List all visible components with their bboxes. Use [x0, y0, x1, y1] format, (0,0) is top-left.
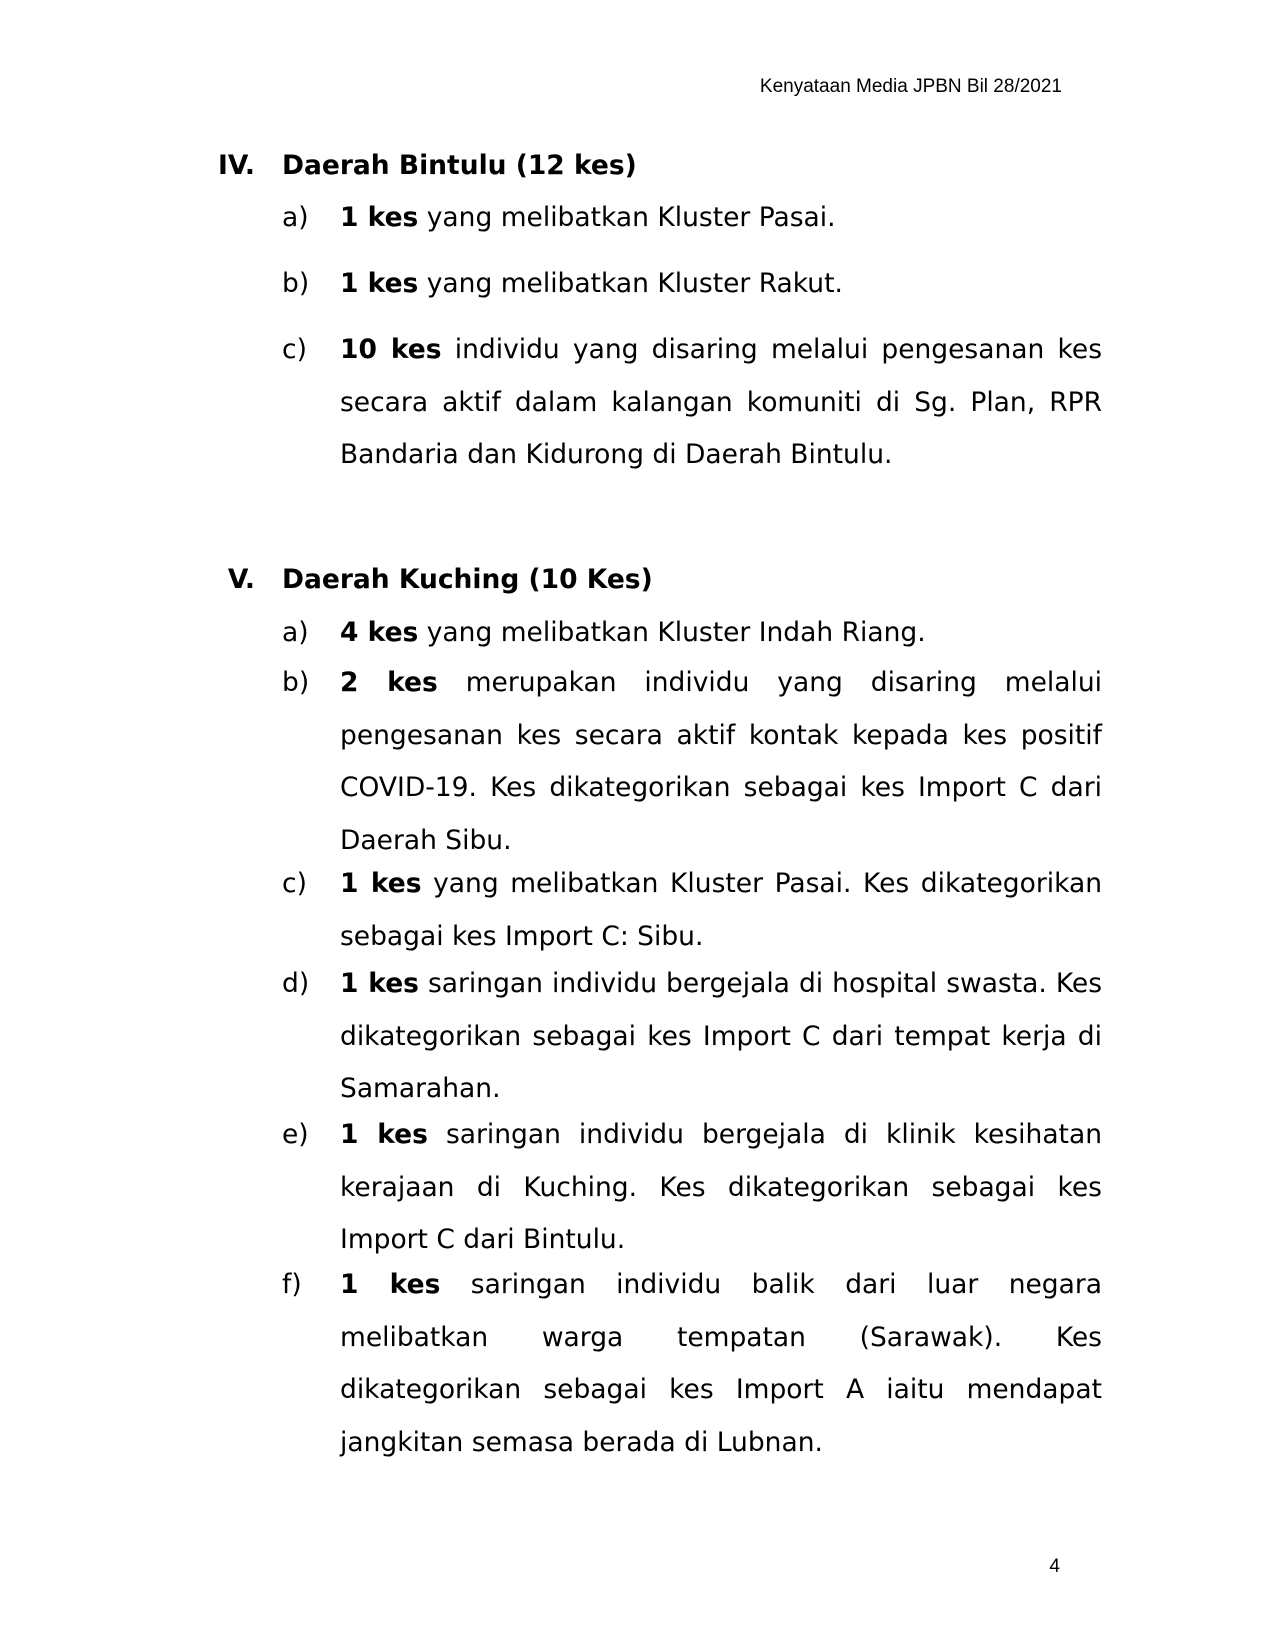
- case-count: 1 kes: [340, 268, 419, 299]
- case-count: 1 kes: [340, 968, 419, 999]
- list-item-text: 1 kes yang melibatkan Kluster Pasai.: [340, 202, 836, 233]
- list-item: [282, 1109, 1102, 1267]
- list-item: [282, 858, 1102, 963]
- case-count: 1 kes: [340, 1119, 428, 1150]
- list-item-text: 1 kes yang melibatkan Kluster Pasai. Kes dikategorikan sebagai kes Import C: Sibu.: [340, 868, 1102, 952]
- list-item-text: 1 kes saringan individu bergejala di hospital swasta. Kes dikategorikan sebagai kes Import C dari tempat kerja di Samarahan.: [340, 968, 1102, 1104]
- list-item: [282, 958, 1102, 1116]
- list-item-letter: c): [282, 868, 307, 899]
- list-item-letter: a): [282, 202, 309, 233]
- list-item-text: 10 kes individu yang disaring melalui pengesanan kes secara aktif dalam kalangan komuniti di Sg. Plan, RPR Bandaria dan Kidurong di Daerah Bintulu.: [340, 334, 1102, 470]
- list-item: [282, 192, 1102, 245]
- section-title: Daerah Bintulu (12 kes): [282, 150, 637, 181]
- list-item: [282, 607, 1102, 660]
- section-heading-iv: [0, 150, 1275, 190]
- list-item-letter: b): [282, 268, 310, 299]
- case-count: 2 kes: [340, 667, 438, 698]
- section-numeral: IV.: [217, 150, 255, 181]
- list-item-letter: f): [282, 1269, 302, 1300]
- list-item-text: 2 kes merupakan individu yang disaring melalui pengesanan kes secara aktif kontak kepada kes positif COVID-19. Kes dikategorikan sebagai kes Import C dari Daerah Sibu.: [340, 667, 1102, 856]
- page-number: 4: [1049, 1556, 1060, 1577]
- list-item-letter: b): [282, 667, 310, 698]
- list-item-letter: a): [282, 617, 309, 648]
- case-count: 4 kes: [340, 617, 419, 648]
- list-item: [282, 657, 1102, 867]
- section-heading-v: [0, 564, 1275, 604]
- list-item: [282, 258, 1102, 311]
- list-item-text: 1 kes yang melibatkan Kluster Rakut.: [340, 268, 843, 299]
- case-count: 10 kes: [340, 334, 442, 365]
- list-item-letter: e): [282, 1119, 309, 1150]
- case-count: 1 kes: [340, 1269, 441, 1300]
- list-item-letter: c): [282, 334, 307, 365]
- section-numeral: V.: [227, 564, 255, 595]
- case-count: 1 kes: [340, 202, 419, 233]
- list-item: [282, 1259, 1102, 1469]
- list-item-letter: d): [282, 968, 310, 999]
- list-item-text: 1 kes saringan individu bergejala di klinik kesihatan kerajaan di Kuching. Kes dikategorikan sebagai kes Import C dari Bintulu.: [340, 1119, 1102, 1255]
- section-title: Daerah Kuching (10 Kes): [282, 564, 653, 595]
- list-item-text: 4 kes yang melibatkan Kluster Indah Riang.: [340, 617, 926, 648]
- document-header: Kenyataan Media JPBN Bil 28/2021: [759, 76, 1062, 97]
- case-count: 1 kes: [340, 868, 422, 899]
- list-item-text: 1 kes saringan individu balik dari luar negara melibatkan warga tempatan (Sarawak). Kes dikategorikan sebagai kes Import A iaitu mendapat jangkitan semasa berada di Lubnan.: [340, 1269, 1102, 1458]
- list-item: [282, 324, 1102, 482]
